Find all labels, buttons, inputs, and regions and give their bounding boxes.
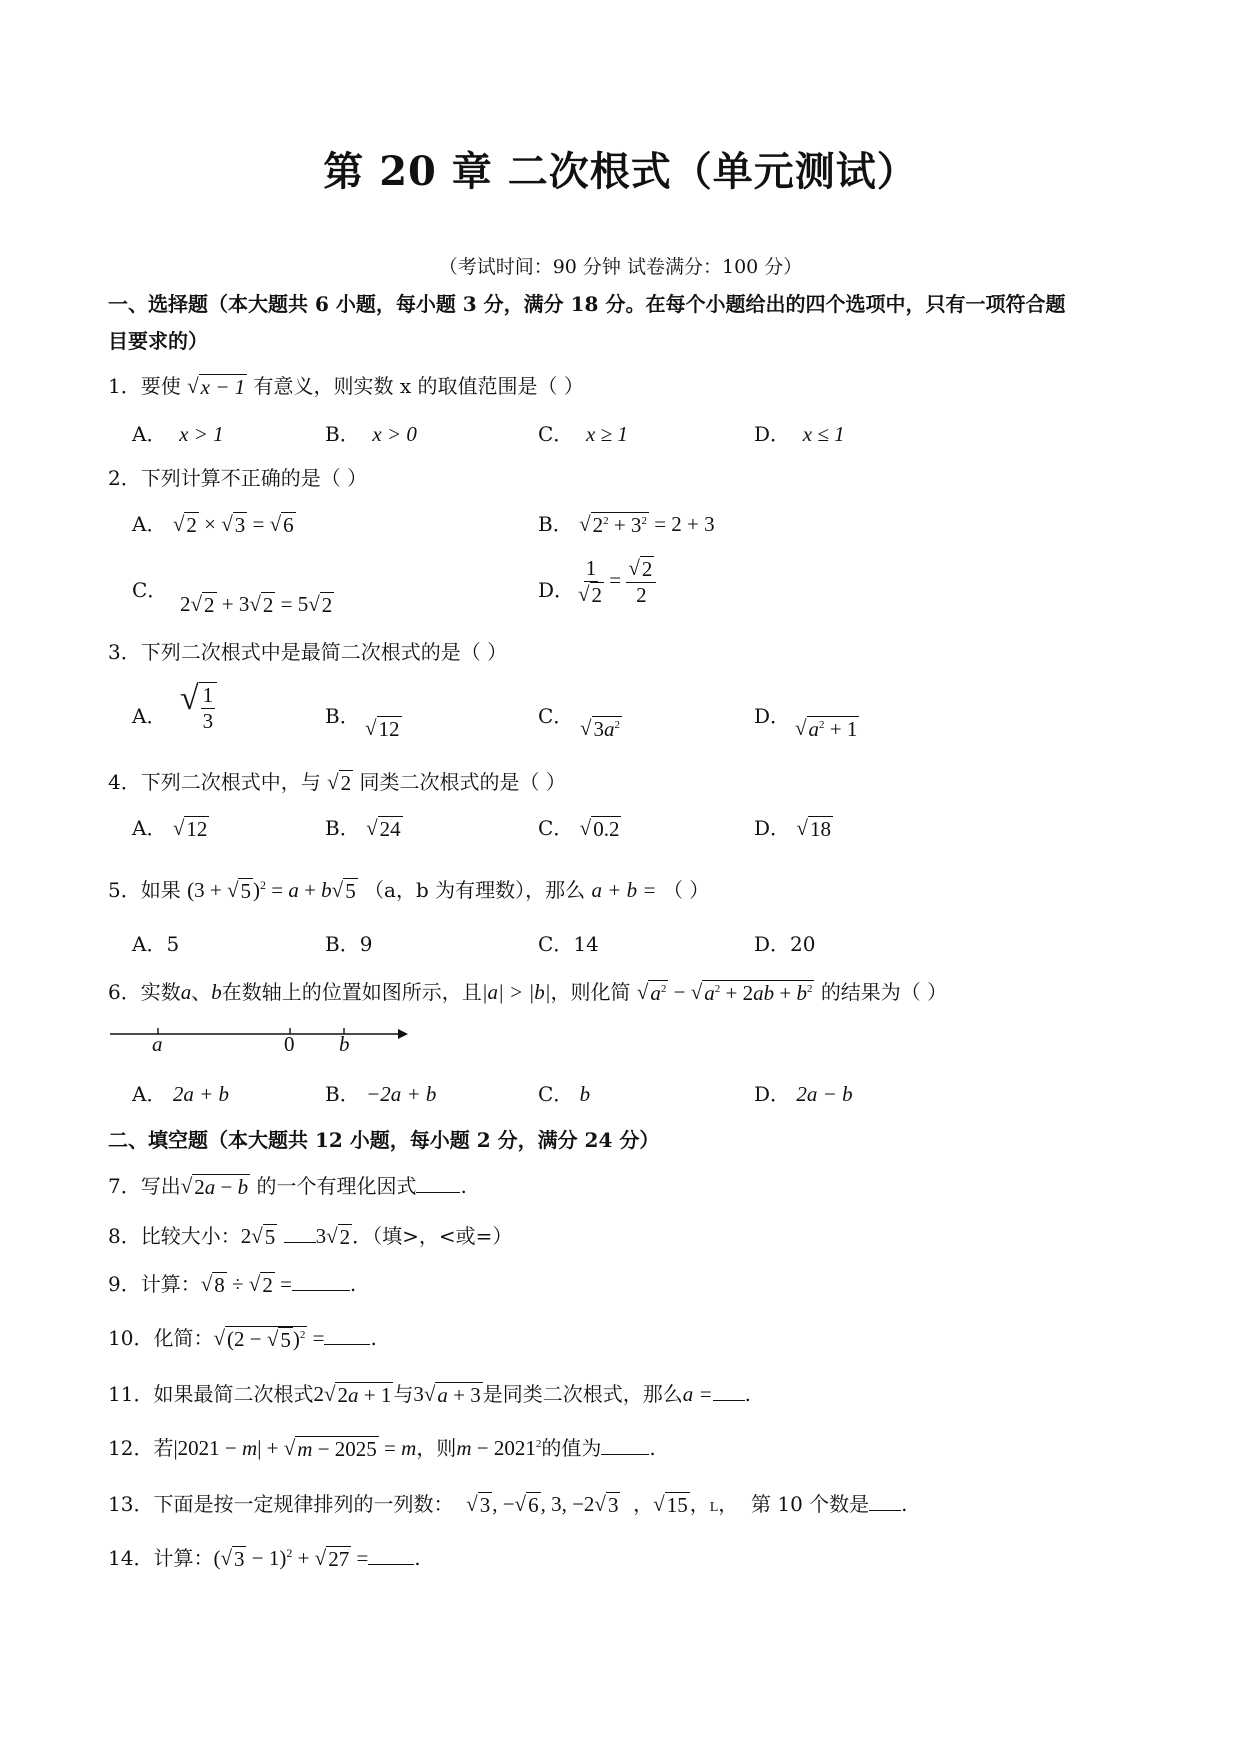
question-10: 10．化简： √ (2 − √ 5 )$^2$ = .: [108, 1326, 377, 1352]
q3-option-c-expr: √ $3a^2$: [580, 716, 621, 741]
q4-option-d: D． √ 18: [754, 816, 831, 841]
question-6: 6．实数a、b在数轴上的位置如图所示，且|a| > |b|，则化简 √ $a^2$ − √ $a^2 + 2ab + b^2$ 的结果为（ ）: [108, 980, 948, 1005]
question-1: [108, 370, 584, 400]
number-line-arrow: [398, 1029, 408, 1039]
q3-option-a-label: A．: [132, 704, 167, 728]
question-3: 3．下列二次根式中是最简二次根式的是（ ）: [108, 640, 508, 664]
q6-option-b: B． −2a + b: [325, 1082, 437, 1106]
q2-option-b: B． √ $2^2 + 3^2$ = 2 + 3: [538, 512, 715, 537]
q1-option-a: A． x > 1: [132, 422, 224, 446]
q1-radicand: x − 1: [200, 375, 246, 399]
q1-option-c: C． x ≥ 1: [538, 422, 628, 446]
q2-option-a: A． √ 2 × √ 3 = √ 6: [132, 512, 294, 537]
q2-option-d-label: D．: [538, 578, 575, 602]
question-12: 12．若|2021 − m| + √ m − 2025 = m，则$m - 2021^2$的值为 .: [108, 1436, 656, 1461]
page-title: 第 20 章 二次根式（单元测试）: [323, 148, 918, 195]
question-13: 13．下面是按一定规律排列的一列数： √ 3 , − √ 6 , 3, −2 √ 3 ， √ 15 ，L， 第 10 个数是 .: [108, 1492, 908, 1517]
section2-heading: 二、填空题（本大题共 12 小题，每小题 2 分，满分 24 分）: [108, 1128, 660, 1152]
q1-suffix: 有意义，则实数 x 的取值范围是（ ）: [253, 374, 584, 398]
q13-answer-blank[interactable]: [869, 1492, 901, 1511]
question-5: 5．如果 (3 + √ 5 )$^2$ = a + b √ 5 （a，b 为有理数），那么 a + b = （ ）: [108, 878, 710, 903]
question-14: 14．计算：( √ 3 − 1)$^2$ + √ 27 = .: [108, 1546, 421, 1571]
q14-answer-blank[interactable]: [368, 1546, 414, 1565]
question-7: 7．写出 √ 2a − b 的一个有理化因式 .: [108, 1174, 467, 1199]
q2-option-d-expr: 1 √ 2 = √ 2 2: [578, 556, 656, 608]
q12-answer-blank[interactable]: [601, 1436, 649, 1455]
number-line-label-zero: 0: [284, 1032, 295, 1056]
q4-option-a: A． √ 12: [132, 816, 208, 841]
number-line-label-b: b: [339, 1032, 350, 1056]
q5-option-d: D．20: [754, 932, 816, 956]
q9-answer-blank[interactable]: [292, 1272, 350, 1291]
q1-prefix: 1．要使: [108, 374, 181, 398]
q4-option-c: C． √ 0.2: [538, 816, 620, 841]
q5-option-c: C．14: [538, 932, 599, 956]
question-4: 4．下列二次根式中，与 √ 2 同类二次根式的是（ ）: [108, 770, 566, 795]
q3-option-d-label: D．: [754, 704, 791, 728]
q3-option-b-expr: √ 12: [365, 716, 400, 741]
q2-option-c-expr: 2 √ 2 + 3 √ 2 = 5 √ 2: [180, 592, 333, 617]
q3-option-b-label: B．: [325, 704, 360, 728]
q1-radical: √ x − 1: [187, 374, 246, 399]
section1-heading-line2: 目要求的）: [108, 329, 208, 353]
q7-answer-blank[interactable]: [416, 1174, 460, 1193]
q10-answer-blank[interactable]: [324, 1326, 370, 1345]
q6-option-c: C． b: [538, 1082, 591, 1106]
q6-option-d: D． 2a − b: [754, 1082, 853, 1106]
q4-radical: √ 2: [327, 770, 352, 795]
q3-option-d-expr: √ $a^2 + 1$: [795, 716, 858, 741]
q2-option-c-label: C．: [132, 578, 168, 602]
question-2: 2．下列计算不正确的是（ ）: [108, 466, 368, 490]
q5-option-a: A．5: [132, 932, 180, 956]
exam-info: （考试时间：90 分钟 试卷满分：100 分）: [438, 256, 803, 278]
q4-option-b: B． √ 24: [325, 816, 401, 841]
q5-option-b: B．9: [325, 932, 373, 956]
q3-option-c-label: C．: [538, 704, 574, 728]
section1-heading-line1: 一、选择题（本大题共 6 小题，每小题 3 分，满分 18 分。在每个小题给出的四个选项中，只有一项符合题: [108, 292, 1066, 316]
q1-option-b: B． x > 0: [325, 422, 417, 446]
q2-b-rhs: = 2 + 3: [654, 512, 715, 536]
q8-answer-blank[interactable]: [284, 1224, 316, 1243]
question-9: 9．计算： √ 8 ÷ √ 2 = .: [108, 1272, 357, 1297]
q11-answer-blank[interactable]: [713, 1382, 745, 1401]
q6-option-a: A． 2a + b: [132, 1082, 229, 1106]
q1-option-d: D． x ≤ 1: [754, 422, 845, 446]
q3-option-a-expr: √ $\frac{1}{3}$: [180, 682, 217, 734]
number-line-label-a: a: [152, 1032, 163, 1056]
question-11: 11．如果最简二次根式2 √ 2a + 1 与3 √ a + 3 是同类二次根式，那么a = .: [108, 1382, 751, 1407]
question-8: 8．比较大小：2 √ 5 3 √ 2 ．（填>，<或=）: [108, 1224, 513, 1249]
